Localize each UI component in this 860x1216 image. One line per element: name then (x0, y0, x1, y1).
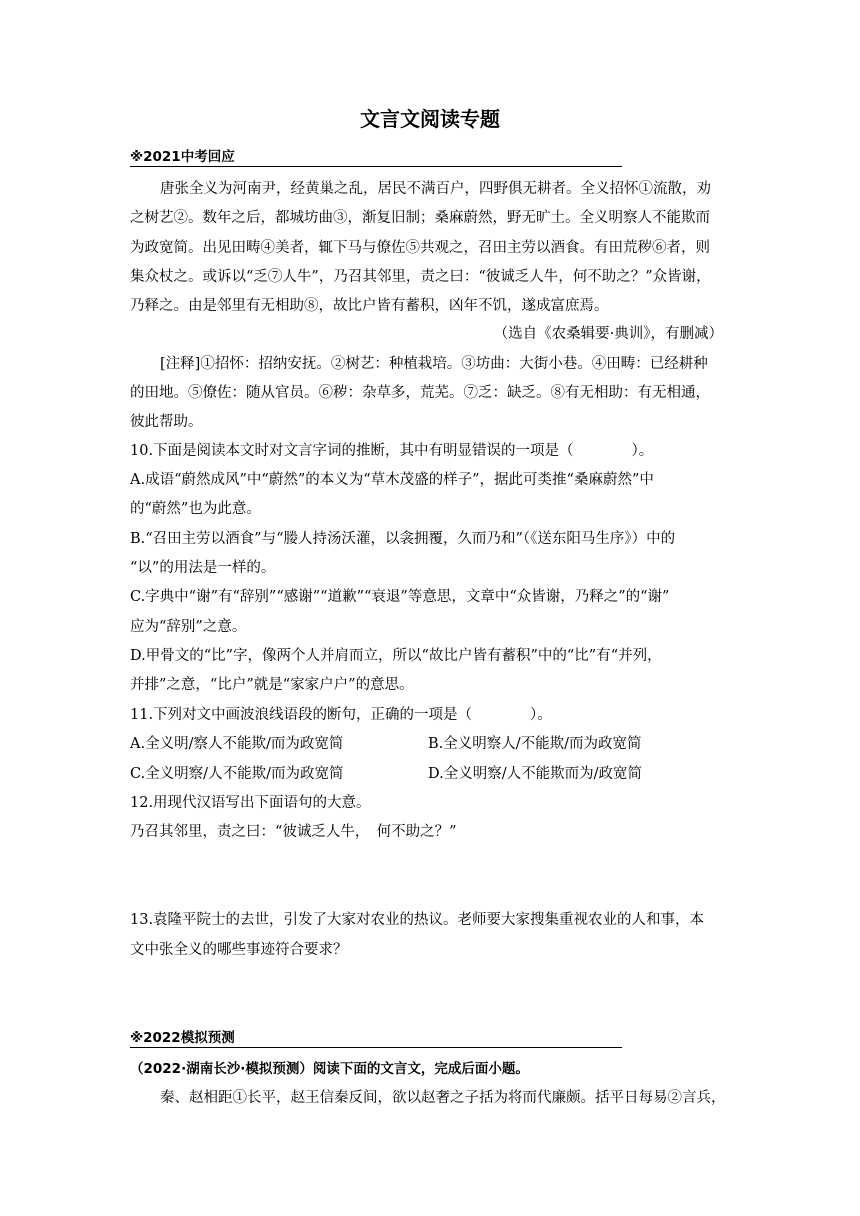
question-10-stem: 10.下面是阅读本文时对文言字词的推断，其中有明显错误的一项是（ ）。 (130, 443, 654, 459)
question-12-stem: 12.用现代汉语写出下面语句的大意。 (130, 795, 371, 811)
notes-line-1: [注释]①招怀：招纳安抚。②树艺：种植栽培。③坊曲：大街小巷。④田畴：已经耕种 (160, 356, 708, 372)
section-heading-2022: ※2022模拟预测 (130, 1030, 622, 1048)
passage-line-1: 唐张全义为河南尹，经黄巢之乱，居民不满百户，四野俱无耕者。全义招怀①流散，劝 (160, 181, 711, 197)
q10-option-d-line-2: 并排”之意，“比户”就是“家家户户”的意思。 (130, 677, 414, 693)
question-11-stem: 11.下列对文中画波浪线语段的断句，正确的一项是（ ）。 (130, 707, 552, 723)
section2-intro: （2022·湖南长沙·模拟预测）阅读下面的文言文，完成后面小题。 (130, 1061, 529, 1077)
q12-sentence: 乃召其邻里，责之曰：“彼诚乏人牛， 何不助之？” (130, 824, 457, 840)
page-title: 文言文阅读专题 (360, 107, 500, 131)
notes-line-3: 彼此帮助。 (130, 414, 203, 430)
q11-option-c: C.全义明察/人不能欺/而为政宽简 (130, 766, 344, 782)
q10-option-a-line-2: 的“蔚然”也为此意。 (130, 501, 261, 517)
q10-option-b-line-2: “以”的用法是一样的。 (130, 560, 276, 576)
notes-line-2: 的田地。⑤僚佐：随从官员。⑥秽：杂草多，荒芜。⑦乏：缺乏。⑧有无相助：有无相通， (130, 385, 710, 401)
section2-passage-line-1: 秦、赵相距①长平，赵王信秦反间，欲以赵奢之子括为将而代廉颇。括平日每易②言兵， (160, 1090, 726, 1106)
q11-option-a: A.全义明/察人不能欺/而为政宽简 (130, 736, 344, 752)
q10-option-c-line-1: C.字典中“谢”有“辞别”“感谢”“道歉”“衰退”等意思，文章中“众皆谢，乃释之”的“谢” (130, 589, 670, 605)
question-13-line-2: 文中张全义的哪些事迹符合要求？ (130, 942, 348, 958)
q10-option-b-line-1: B.“召田主劳以酒食”与“媵人持汤沃灌，以衾拥覆，久而乃和”（《送东阳马生序》）中的 (130, 531, 676, 547)
passage-line-2: 之树艺②。数年之后，都城坊曲③，渐复旧制；桑麻蔚然，野无旷土。全义明察人不能欺而 (130, 210, 710, 226)
passage-source: （选自《农桑辑要·典训》，有删减） (493, 326, 723, 342)
q11-option-b: B.全义明察人/不能欺/而为政宽简 (428, 736, 642, 752)
passage-line-5: 乃释之。由是邻里有无相助⑧，故比户皆有蓄积，凶年不饥，遂成富庶焉。 (130, 298, 609, 314)
passage-line-3: 为政宽简。出见田畴④美者，辄下马与僚佐⑤共观之，召田主劳以酒食。有田荒秽⑥者，则 (130, 240, 710, 256)
q10-option-c-line-2: 应为“辞别”之意。 (130, 619, 247, 635)
passage-line-4: 集众杖之。或诉以“乏⑦人牛”，乃召其邻里，责之曰：“彼诚乏人牛，何不助之？”众皆谢， (130, 269, 711, 285)
section-heading-2021: ※2021中考回应 (130, 149, 622, 167)
question-13-line-1: 13.袁隆平院士的去世，引发了大家对农业的热议。老师要大家搜集重视农业的人和事，本 (130, 912, 705, 928)
q10-option-d-line-1: D.甲骨文的“比”字，像两个人并肩而立，所以“故比户皆有蓄积”中的“比”有“并列， (130, 648, 662, 664)
q11-option-d: D.全义明察/人不能欺而为/政宽简 (428, 766, 642, 782)
q10-option-a-line-1: A.成语“蔚然成风”中“蔚然”的本义为“草木茂盛的样子”，据此可类推“桑麻蔚然”中 (130, 472, 654, 488)
